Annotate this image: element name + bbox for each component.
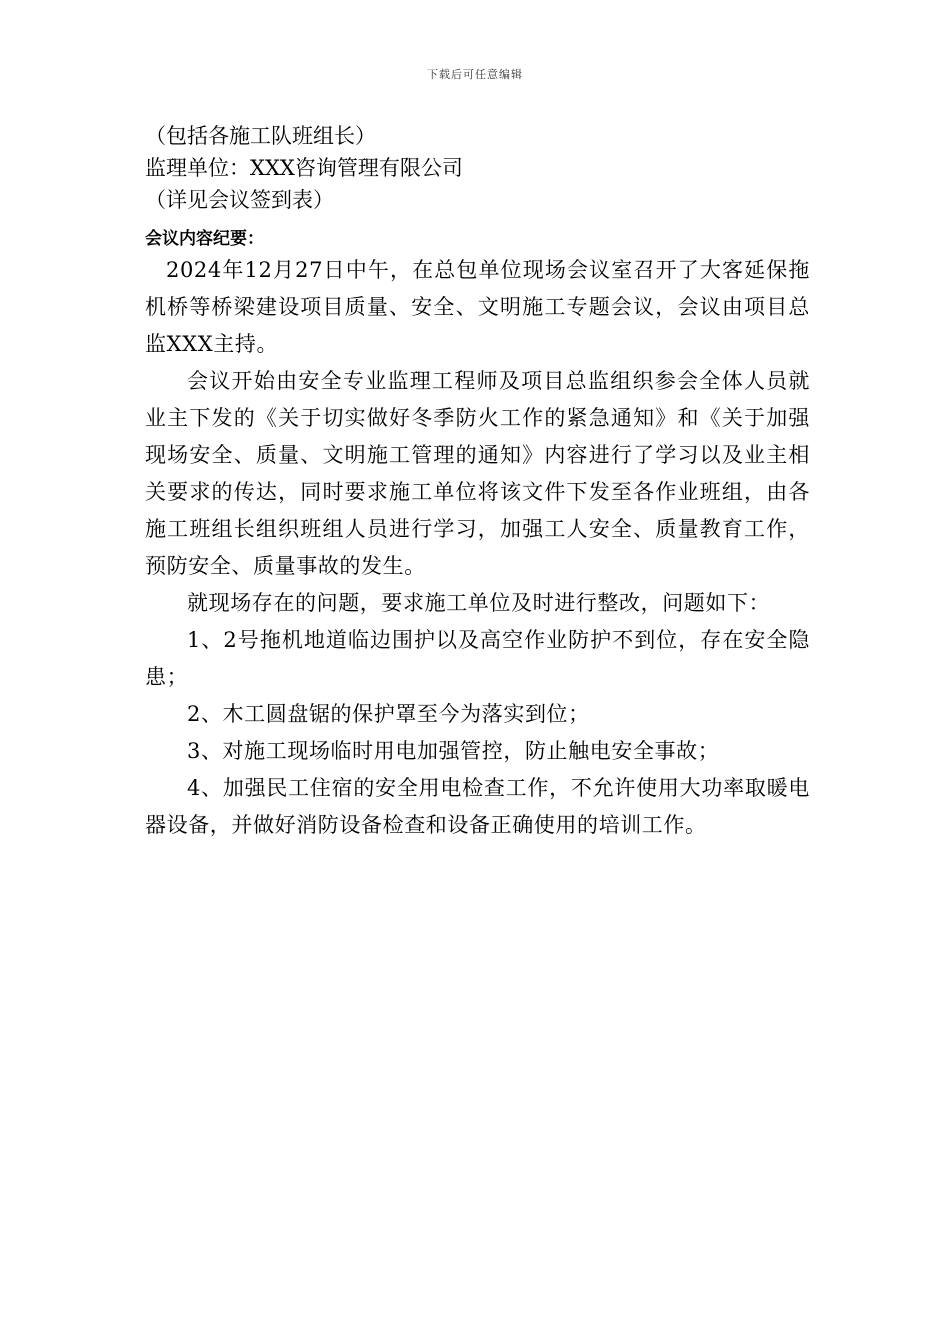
document-body	[145, 120, 810, 844]
page-header-note: 下载后可任意编辑	[427, 68, 523, 81]
minutes-title: 会议内容纪要：	[145, 229, 264, 249]
issue-item-2: 2、木工圆盘锯的保护罩至今为落实到位；	[187, 702, 590, 726]
minutes-paragraph-3: 就现场存在的问题，要求施工单位及时进行整改，问题如下：	[187, 591, 771, 615]
minutes-paragraph-2: 会议开始由安全专业监理工程师及项目总监组织参会全体人员就业主下发的《关于切实做好冬季防火工作的紧急通知》和《关于加强现场安全、质量、文明施工管理的通知》内容进行了学习以及业主相关要求的传达，同时要求施工单位将该文件下发至各作业班组，由各施工班组长组织班组人员进行学习，加强工人安全、质量教育工作，预防安全、质量事故的发生。	[145, 369, 810, 578]
issue-item-3: 3、对施工现场临时用电加强管控，防止触电安全事故；	[187, 739, 720, 763]
minutes-paragraph-1: 2024年12月27日中午，在总包单位现场会议室召开了大客延保拖机桥等桥梁建设项目质量、安全、文明施工专题会议，会议由项目总监XXX主持。	[145, 258, 810, 356]
issue-item-4: 4、加强民工住宿的安全用电检查工作，不允许使用大功率取暖电器设备，并做好消防设备检查和设备正确使用的培训工作。	[145, 776, 810, 837]
attendees-line-2: 监理单位：XXX咨询管理有限公司	[145, 156, 463, 180]
attendees-line-1: （包括各施工队班组长）	[145, 124, 376, 148]
attendees-line-3: （详见会议签到表）	[145, 188, 334, 212]
issue-item-1: 1、2号拖机地道临边围护以及高空作业防护不到位，存在安全隐患；	[145, 628, 810, 689]
